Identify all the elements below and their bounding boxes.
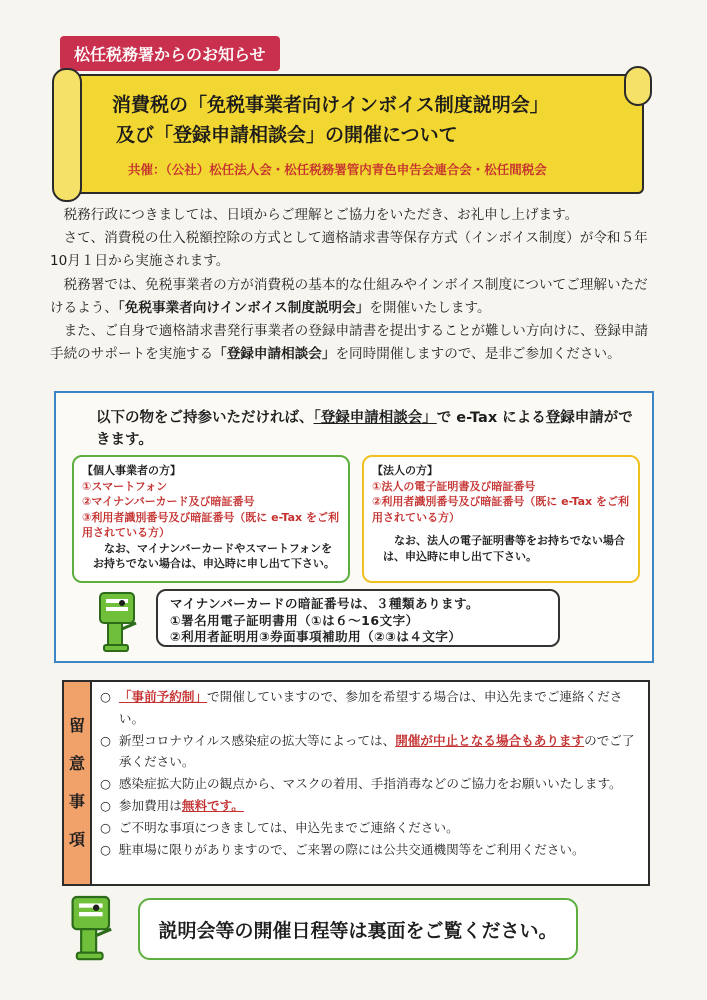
e-tax-mascot-icon [92, 589, 148, 653]
bullet-icon: ○ [100, 841, 111, 857]
individual-title: 【個人事業者の方】 [82, 464, 181, 477]
pin-line-1: マイナンバーカードの暗証番号は、３種類あります。 [170, 596, 480, 611]
note-2-text-a: 新型コロナウイルス感染症の拡大等によっては、 [118, 732, 396, 748]
footer-message: 説明会等の開催日程等は裏面をご覧ください。 [138, 898, 578, 960]
items-to-bring-box [54, 391, 654, 663]
note-4-text: 参加費用は [118, 797, 182, 813]
header-tag: 松任税務署からのお知らせ [60, 36, 280, 71]
items-heading-b: で e-Tax による登録申請ができます。 [96, 410, 633, 448]
notes-label-char-2: 意 [68, 754, 85, 773]
intro-paragraph-1: 税務行政につきましては、日頃からご理解とご協力をいただき、お礼申し上げます。 [63, 207, 579, 223]
corporate-note: なお、法人の電子証明書等をお持ちでない場合は、申込時に申し出て下さい。 [383, 534, 625, 563]
note-2-underlined: 開催が中止となる場合もあります [395, 732, 585, 748]
corporate-title: 【法人の方】 [372, 464, 438, 477]
cosponsor-line: 共催：（公社）松任法人会・松任税務署管内青色申告会連合会・松任間税会 [128, 162, 547, 177]
pin-info-box [156, 589, 560, 647]
corporate-item-2: ②利用者識別番号及び暗証番号（既に e-Tax をご利用されている方） [372, 495, 629, 524]
corporate-item-1: ①法人の電子証明書及び暗証番号 [372, 479, 536, 493]
note-item-3 [100, 773, 645, 795]
bullet-icon: ○ [100, 819, 111, 835]
note-item-2 [100, 730, 645, 774]
title-line-1: 消費税の「免税事業者向けインボイス制度説明会」 [112, 94, 549, 116]
bullet-icon: ○ [100, 689, 111, 704]
corporate-items-box [362, 455, 640, 583]
individual-note: なお、マイナンバーカードやスマートフォンをお持ちでない場合は、申込時に申し出て下さい。 [93, 541, 335, 570]
intro-p4-highlight: 「登録申請相談会」 [213, 346, 336, 363]
individual-item-1: ①スマートフォン [82, 479, 168, 493]
note-6-text: 駐車場に限りがありますので、ご来署の際には公共交通機関等をご利用ください。 [118, 841, 585, 857]
e-tax-mascot-icon [64, 892, 124, 962]
pin-line-2: ①署名用電子証明書用（①は６～16文字） [170, 612, 419, 628]
intro-p3-text-a: 税務署では、免税事業者の方が消費税の基本的な仕組みやインボイス制度についてご理解いただけるよう、 [50, 276, 648, 316]
bullet-icon: ○ [100, 732, 111, 748]
title-scroll-banner [60, 74, 644, 194]
intro-paragraph-2: さて、消費税の仕入税額控除の方式として適格請求書等保存方式（インボイス制度）が令和５年10月１日から実施されます。 [50, 230, 648, 270]
items-heading-a: 以下の物をご持参いただければ、 [96, 410, 314, 426]
items-heading [96, 407, 636, 451]
bullet-icon: ○ [100, 776, 111, 792]
notes-list [100, 686, 645, 860]
note-4-underlined: 無料です。 [181, 797, 244, 813]
notes-label-char-4: 項 [68, 830, 85, 849]
note-item-4 [100, 795, 645, 817]
notes-label-char-3: 事 [68, 792, 85, 811]
note-item-5 [100, 817, 645, 839]
notes-label [64, 682, 92, 884]
intro-paragraph-4 [50, 320, 655, 366]
note-item-6 [100, 839, 645, 861]
note-2-text-b: のでご了承ください。 [118, 732, 635, 770]
intro-p3-text-b: を開催いたします。 [369, 299, 491, 316]
individual-item-2: ②マイナンバーカード及び暗証番号 [82, 495, 255, 508]
note-1-text: で開催していますので、参加を希望する場合は、申込先までご連絡ください。 [118, 689, 623, 726]
items-heading-underlined: 「登録申請相談会」 [313, 410, 437, 426]
intro-text [50, 204, 655, 366]
note-3-text: 感染症拡大防止の観点から、マスクの着用、手指消毒などのご協力をお願いいたします。 [118, 776, 622, 792]
title-line-2: 及び「登録申請相談会」の開催について [116, 124, 458, 146]
individual-items-box [72, 455, 350, 583]
individual-item-3: ③利用者識別番号及び暗証番号（既に e-Tax をご利用されている方） [82, 510, 339, 539]
intro-p4-text-a: また、ご自身で適格請求書発行事業者の登録申請書を提出することが難しい方向けに、登録申請手続のサポートを実施する [50, 323, 649, 363]
note-1-underlined: 「事前予約制」 [118, 689, 208, 704]
intro-p4-text-b: を同時開催しますので、是非ご参加ください。 [335, 346, 621, 363]
note-5-text: ご不明な事項につきましては、申込先までご連絡ください。 [118, 819, 459, 835]
intro-paragraph-3 [50, 274, 655, 320]
notice-title [112, 90, 632, 150]
note-item-1 [100, 686, 645, 730]
notes-box [62, 680, 650, 886]
bullet-icon: ○ [100, 797, 111, 813]
intro-p3-highlight: 「免税事業者向けインボイス制度説明会」 [117, 299, 370, 316]
pin-line-3: ②利用者証明用③券面事項補助用（②③は４文字） [170, 629, 462, 644]
notes-label-char-1: 留 [68, 716, 85, 735]
